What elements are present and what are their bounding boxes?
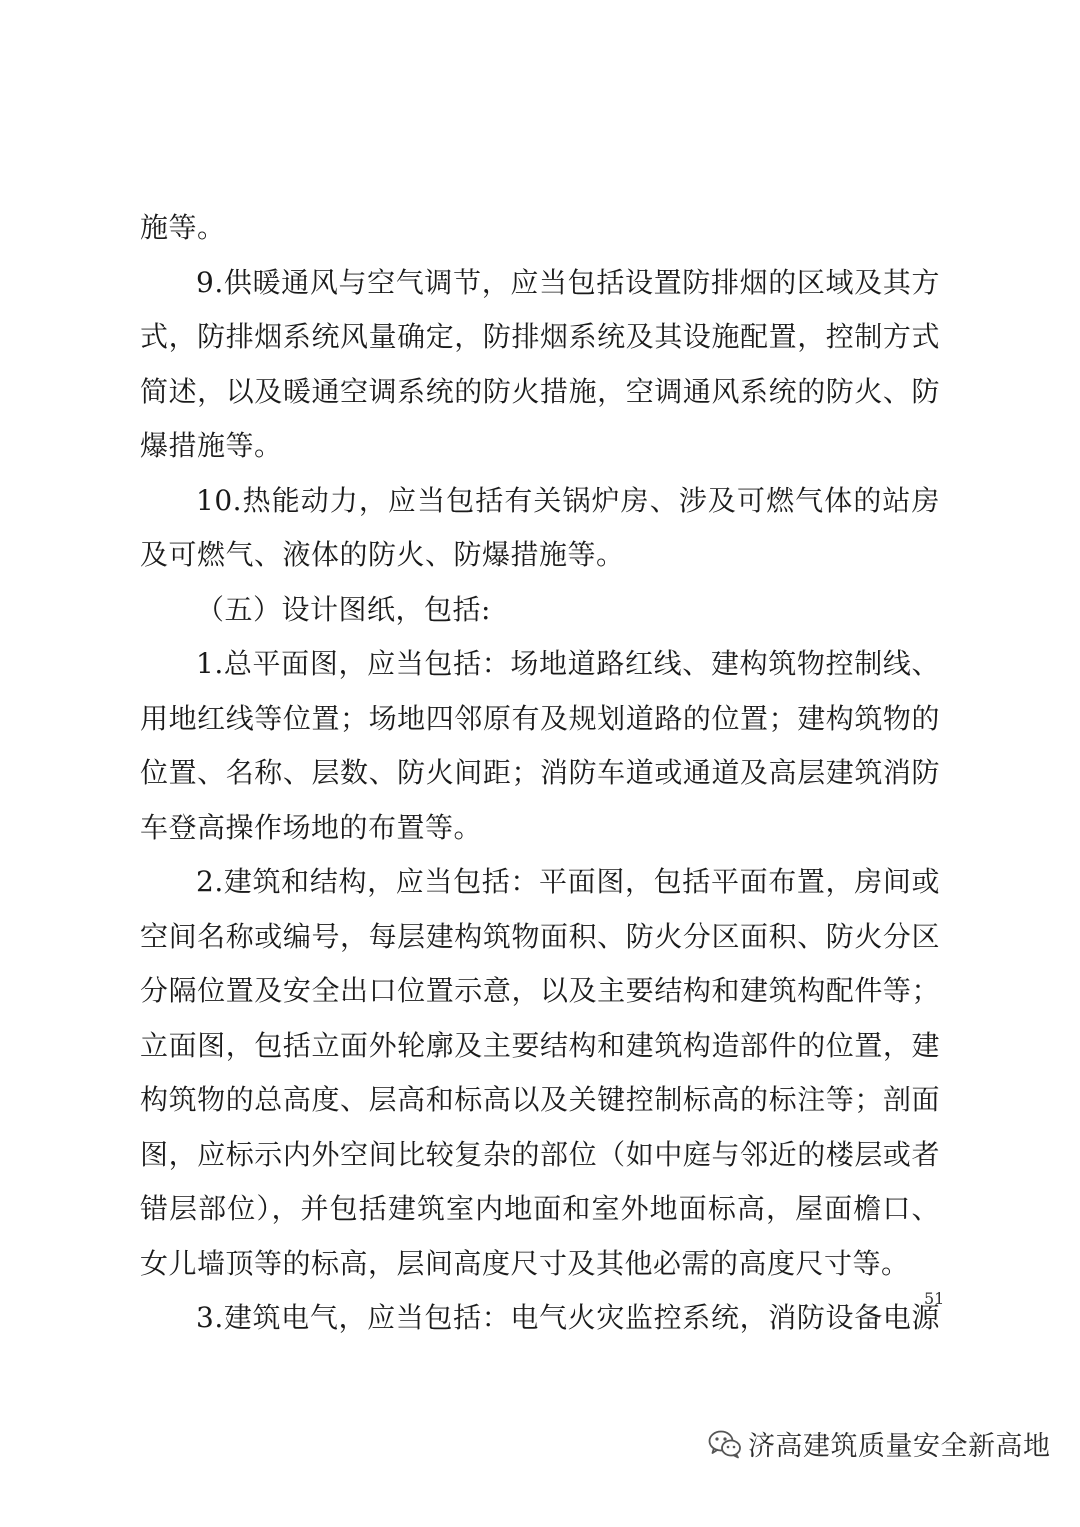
text-line: 2.建筑和结构，应当包括：平面图，包括平面布置，房间或	[196, 865, 940, 898]
watermark	[708, 1424, 1051, 1463]
page-number: 51	[924, 1289, 945, 1308]
text-line: 图，应标示内外空间比较复杂的部位（如中庭与邻近的楼层或者	[140, 1137, 940, 1171]
watermark-text: 济高建筑质量安全新高地	[748, 1431, 1051, 1462]
text-line: 爆措施等。	[140, 429, 283, 462]
text-line: 1.总平面图，应当包括：场地道路红线、建构筑物控制线、	[196, 647, 940, 680]
text-line: 及可燃气、液体的防火、防爆措施等。	[140, 538, 625, 571]
text-line: 简述，以及暖通空调系统的防火措施，空调通风系统的防火、防	[140, 374, 940, 408]
text-line: 施等。	[140, 211, 226, 244]
text-line: 车登高操作场地的布置等。	[140, 810, 483, 844]
text-line: 错层部位），并包括建筑室内地面和室外地面标高，屋面檐口、	[140, 1192, 940, 1225]
text-line: 立面图，包括立面外轮廓及主要结构和建筑构造部件的位置，建	[140, 1028, 940, 1062]
text-line: （五）设计图纸，包括:	[196, 592, 491, 626]
text-line: 分隔位置及安全出口位置示意，以及主要结构和建筑构配件等；	[140, 974, 940, 1007]
text-line: 式，防排烟系统风量确定，防排烟系统及其设施配置，控制方式	[140, 320, 940, 353]
text-line: 位置、名称、层数、防火间距；消防车道或通道及高层建筑消防	[140, 756, 940, 789]
text-line: 用地红线等位置；场地四邻原有及规划道路的位置；建构筑物的	[140, 701, 940, 735]
text-line: 构筑物的总高度、层高和标高以及关键控制标高的标注等；剖面	[140, 1083, 940, 1116]
text-line: 10.热能动力，应当包括有关锅炉房、涉及可燃气体的站房	[196, 483, 940, 517]
text-line: 空间名称或编号，每层建构筑物面积、防火分区面积、防火分区	[140, 919, 940, 953]
text-line: 9.供暖通风与空气调节，应当包括设置防排烟的区域及其方	[196, 265, 940, 299]
page-body	[140, 201, 940, 1346]
text-line: 女儿墙顶等的标高，层间高度尺寸及其他必需的高度尺寸等。	[140, 1246, 910, 1280]
text-line: 3.建筑电气，应当包括：电气火灾监控系统，消防设备电源	[196, 1301, 940, 1334]
wechat-icon	[708, 1429, 742, 1459]
